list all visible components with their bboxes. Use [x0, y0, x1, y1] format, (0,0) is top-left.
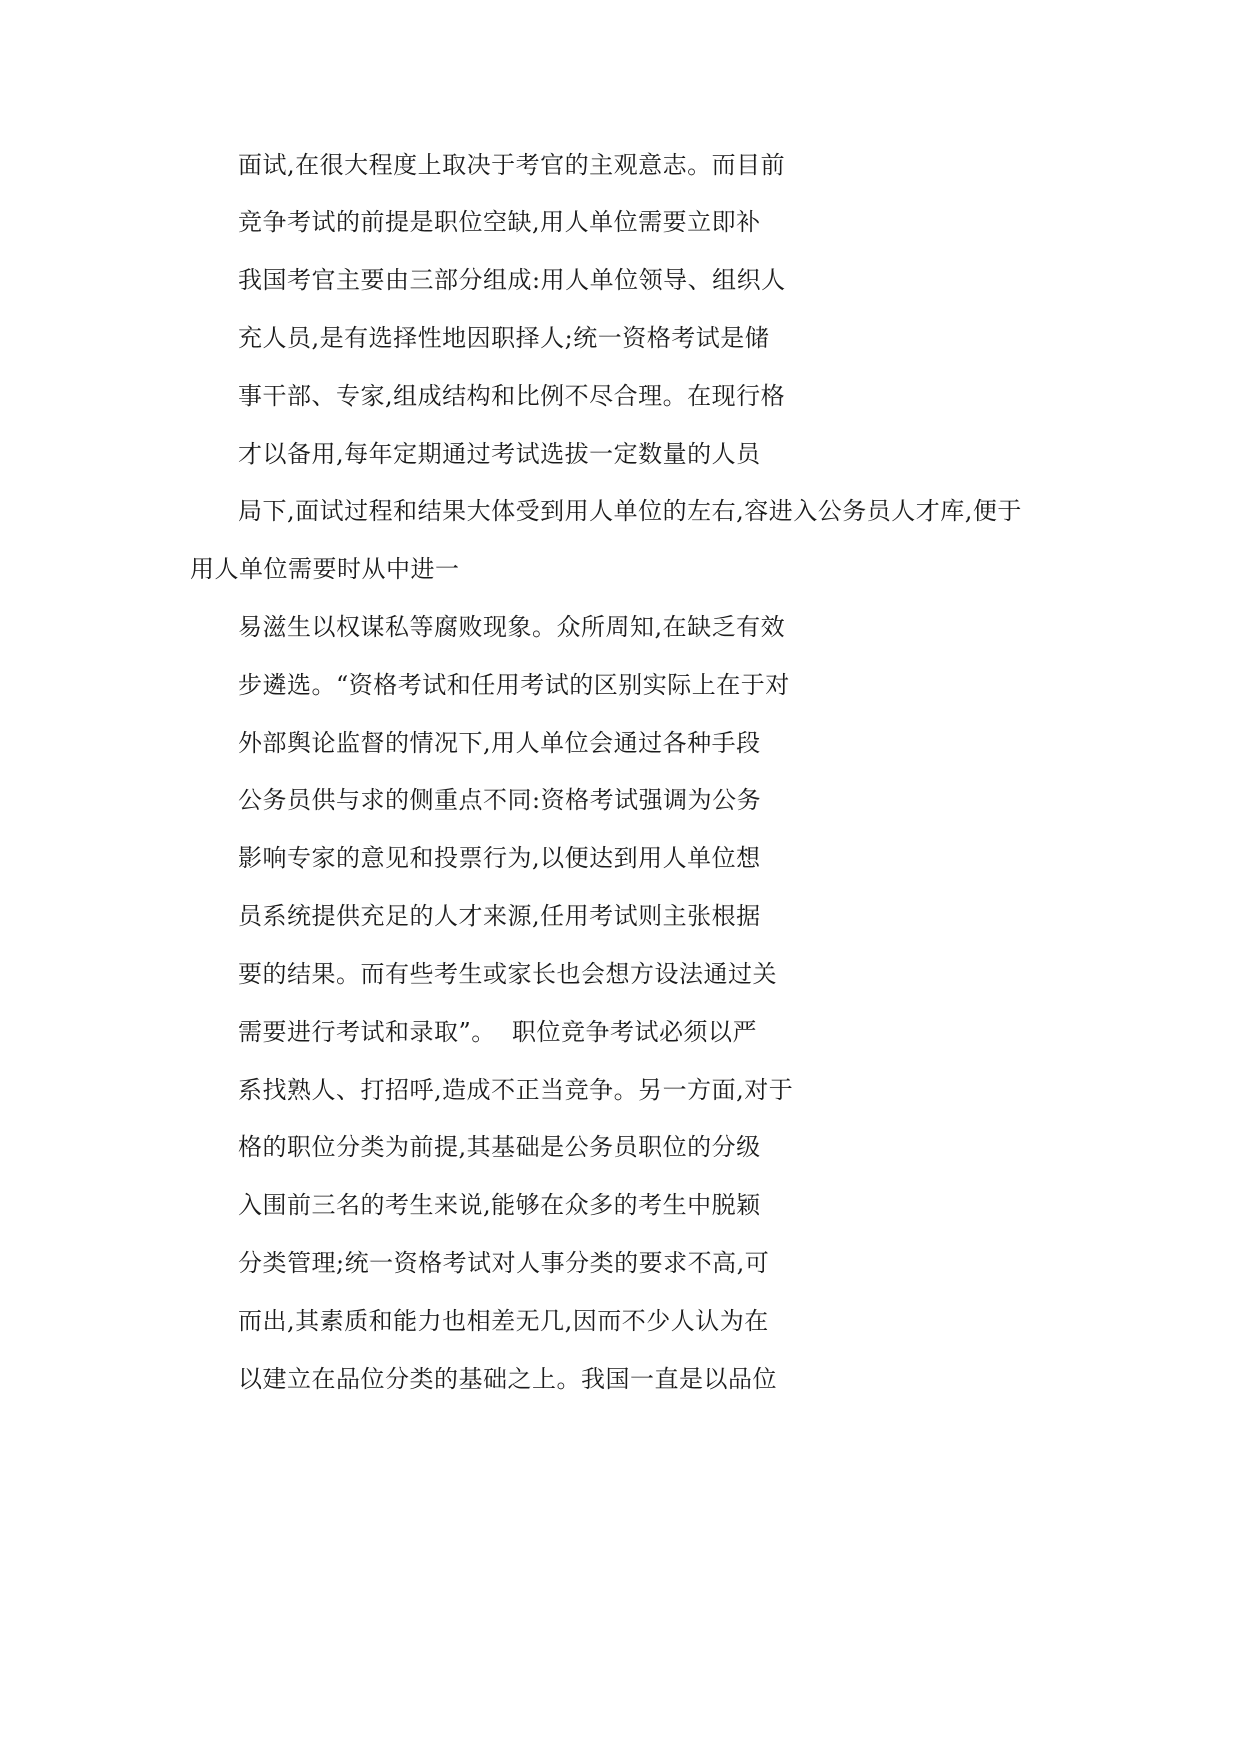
text-line: 充人员,是有选择性地因职择人;统一资格考试是储 — [238, 324, 770, 352]
text-line: 以建立在品位分类的基础之上。我国一直是以品位 — [238, 1365, 777, 1393]
text-line: 用人单位需要时从中进一 — [190, 555, 460, 583]
text-line: 事干部、专家,组成结构和比例不尽合理。在现行格 — [238, 382, 786, 410]
text-line: 易滋生以权谋私等腐败现象。众所周知,在缺乏有效 — [238, 613, 786, 641]
text-line: 才以备用,每年定期通过考试选拔一定数量的人员 — [238, 440, 761, 468]
text-line: 要的结果。而有些考生或家长也会想方设法通过关 — [238, 960, 777, 988]
text-line: 需要进行考试和录取”。 职位竞争考试必须以严 — [238, 1018, 758, 1046]
text-line: 局下,面试过程和结果大体受到用人单位的左右,容进入公务员人才库,便于 — [238, 497, 1022, 525]
text-line: 而出,其素质和能力也相差无几,因而不少人认为在 — [238, 1307, 769, 1335]
text-line: 分类管理;统一资格考试对人事分类的要求不高,可 — [238, 1249, 770, 1277]
text-line: 外部舆论监督的情况下,用人单位会通过各种手段 — [238, 729, 761, 757]
text-line: 影响专家的意见和投票行为,以便达到用人单位想 — [238, 844, 761, 872]
text-line: 步遴选。“资格考试和任用考试的区别实际上在于对 — [238, 671, 790, 699]
text-line: 系找熟人、打招呼,造成不正当竞争。另一方面,对于 — [238, 1076, 794, 1104]
text-line: 面试,在很大程度上取决于考官的主观意志。而目前 — [238, 151, 786, 179]
text-line: 格的职位分类为前提,其基础是公务员职位的分级 — [238, 1133, 761, 1161]
text-line: 入围前三名的考生来说,能够在众多的考生中脱颖 — [238, 1191, 761, 1219]
text-line: 竞争考试的前提是职位空缺,用人单位需要立即补 — [238, 208, 761, 236]
text-line: 公务员供与求的侧重点不同:资格考试强调为公务 — [238, 786, 762, 814]
text-line: 员系统提供充足的人才来源,任用考试则主张根据 — [238, 902, 761, 930]
text-line: 我国考官主要由三部分组成:用人单位领导、组织人 — [238, 266, 786, 294]
